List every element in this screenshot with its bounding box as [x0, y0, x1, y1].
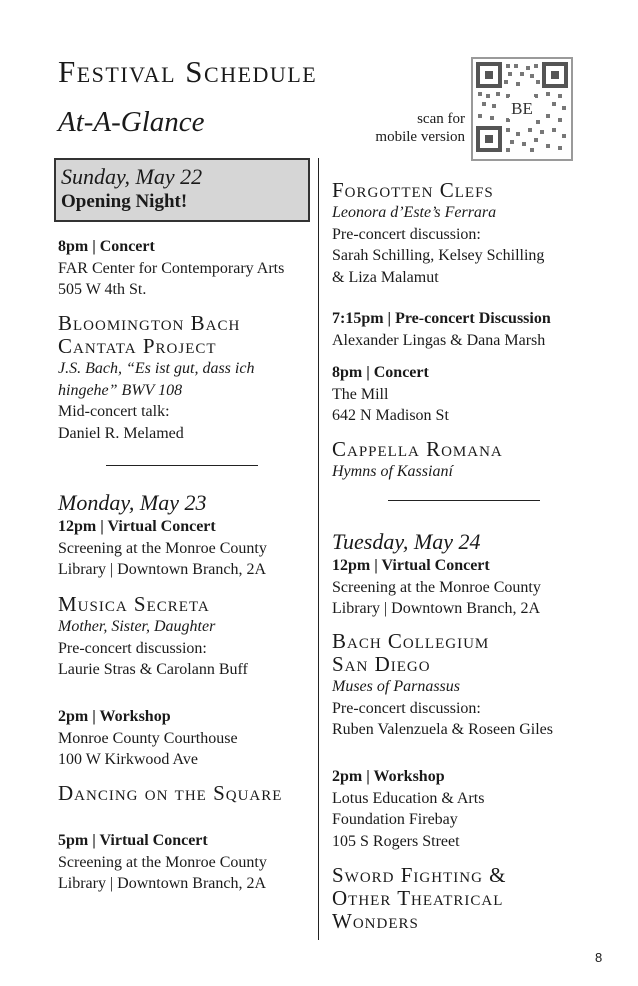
event-address: 642 N Madison St [332, 407, 449, 424]
page-number: 8 [595, 950, 603, 965]
discussion-speakers: Daniel R. Melamed [58, 424, 184, 442]
event-time: 7:15pm | Pre-concert Discussion [332, 310, 551, 327]
event-address: 105 S Rogers Street [332, 832, 460, 850]
event-venue: The Mill [332, 385, 389, 403]
day-heading: Sunday, May 22 [61, 164, 203, 189]
program-title: Muses of Parnassus [332, 678, 461, 695]
tuesday-section [332, 529, 541, 620]
tuesday-workshop-event [332, 766, 484, 852]
sunday-concert-event [58, 236, 284, 301]
discussion-label: Mid-concert talk: [58, 403, 170, 420]
ensemble-name: Musica Secreta [58, 592, 210, 616]
monday-workshop-event [58, 706, 238, 771]
event-venue: Library | Downtown Branch, 2A [58, 561, 267, 578]
discussion-speakers: Sarah Schilling, Kelsey Schilling [332, 247, 545, 264]
ensemble-name: Cantata Project [58, 334, 217, 358]
qr-code-icon[interactable] [471, 57, 573, 161]
sunday-performer [58, 312, 254, 444]
event-venue: Lotus Education & Arts [332, 789, 485, 807]
monday-section [58, 490, 267, 581]
program-title: Mother, Sister, Daughter [58, 618, 216, 635]
scan-note-line: scan for [417, 111, 465, 127]
monday-performer-romana [332, 438, 503, 483]
monday-virtual-event [58, 830, 267, 895]
discussion-speakers: Laurie Stras & Carolann Buff [58, 661, 248, 678]
ensemble-name: Dancing on the Square [58, 781, 283, 805]
discussion-label: Pre-concert discussion: [332, 699, 481, 717]
event-venue: Screening at the Monroe County [332, 578, 541, 596]
event-venue: Foundation Firebay [332, 811, 458, 828]
event-venue: Monroe County Courthouse [58, 729, 238, 747]
monday-performer [58, 593, 248, 681]
event-venue: FAR Center for Contemporary Arts [58, 259, 285, 277]
column-divider [318, 158, 319, 940]
day-heading: Monday, May 23 [58, 490, 207, 515]
discussion-label: Pre-concert discussion: [332, 225, 481, 243]
event-venue: Library | Downtown Branch, 2A [58, 875, 267, 892]
event-venue: Library | Downtown Branch, 2A [332, 600, 541, 617]
page-title: Festival Schedule [58, 54, 318, 89]
section-divider [388, 500, 540, 501]
ensemble-name: Sword Fighting & [332, 863, 507, 887]
scan-note [350, 110, 465, 146]
discussion-label: Pre-concert discussion: [58, 639, 207, 657]
ensemble-name: Bach Collegium [332, 629, 490, 653]
monday-concert-event [332, 362, 449, 427]
event-time: 8pm | Concert [332, 364, 429, 381]
tuesday-workshop-title [332, 864, 507, 933]
event-time: 2pm | Workshop [332, 768, 445, 785]
event-address: 505 W 4th St. [58, 281, 147, 298]
event-time: 12pm | Virtual Concert [332, 557, 490, 574]
program-title: hingehe” BWV 108 [58, 381, 183, 399]
scan-note-line: mobile version [375, 129, 465, 145]
ensemble-name: Other Theatrical [332, 886, 504, 910]
event-venue: Screening at the Monroe County [58, 539, 267, 557]
event-venue: Screening at the Monroe County [58, 853, 267, 871]
program-title: J.S. Bach, “Es ist gut, dass ich [58, 360, 255, 377]
ensemble-name: Wonders [332, 909, 419, 933]
sunday-header-box [54, 158, 310, 222]
tuesday-performer [332, 630, 553, 741]
ensemble-name: San Diego [332, 652, 431, 676]
discussion-speakers: Ruben Valenzuela & Roseen Giles [332, 721, 553, 738]
ensemble-name: Cappella Romana [332, 437, 503, 461]
qr-code-graphic [473, 59, 571, 159]
page-subtitle: At-A-Glance [58, 106, 205, 138]
ensemble-name: Bloomington Bach [58, 311, 241, 335]
program-title: Hymns of Kassianí [332, 463, 453, 480]
ensemble-name: Forgotten Clefs [332, 178, 494, 202]
discussion-speakers: Alexander Lingas & Dana Marsh [332, 331, 546, 349]
event-time: 12pm | Virtual Concert [58, 518, 216, 535]
monday-discussion-event [332, 308, 551, 351]
qr-logo-mark: BE [511, 99, 533, 118]
event-address: 100 W Kirkwood Ave [58, 751, 198, 768]
monday-performer-clefs [332, 179, 544, 288]
monday-workshop-title [58, 782, 282, 805]
program-title: Leonora d’Este’s Ferrara [332, 204, 497, 221]
event-time: 2pm | Workshop [58, 708, 171, 725]
day-heading: Tuesday, May 24 [332, 529, 481, 554]
section-divider [106, 465, 258, 466]
event-time: 8pm | Concert [58, 238, 155, 255]
opening-night-label: Opening Night! [61, 191, 188, 212]
discussion-speakers: & Liza Malamut [332, 268, 439, 286]
event-time: 5pm | Virtual Concert [58, 832, 208, 849]
